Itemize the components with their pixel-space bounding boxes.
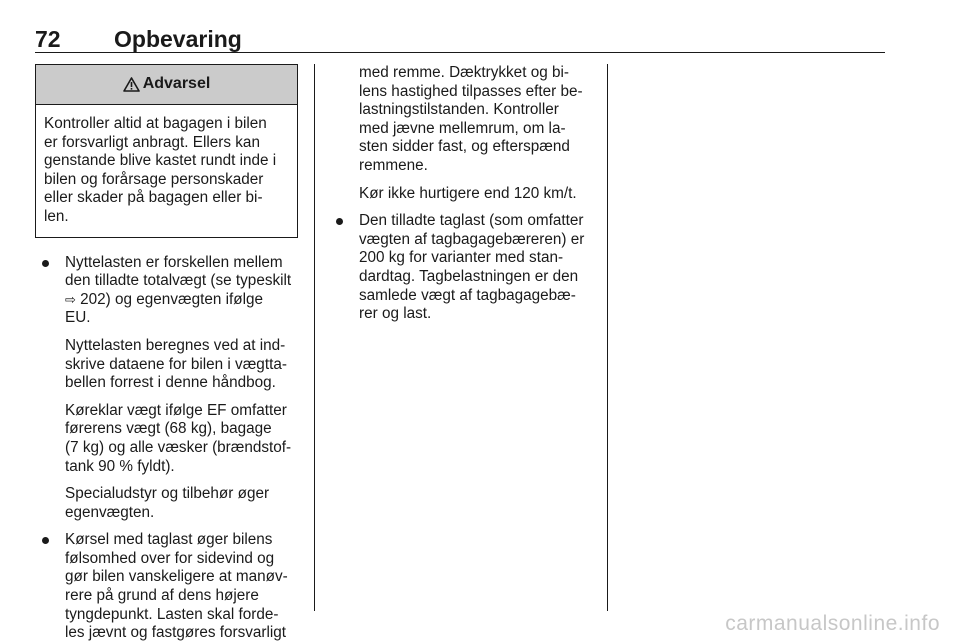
text-line: Nyttelasten er forskellen mellem [65,253,283,271]
text-line: tank 90 % fyldt). [65,457,175,475]
warning-text [36,105,297,237]
text-line: rere på grund af dens højere [65,587,259,605]
text-line: tyngdepunkt. Lasten skal forde- [65,605,279,623]
text-line: med remme. Dæktrykket og bi- [359,64,569,81]
text-line: Specialudstyr og tilbehør øger [65,485,270,503]
text-line: (7 kg) og alle væsker (brændstof- [65,438,292,456]
text-line: lens hastighed tilpasses efter be- [359,82,583,100]
column-divider [607,64,608,611]
text-line: den tilladte totalvægt (se typeskilt [65,272,292,290]
bullet-roof-limit [329,212,592,324]
text-line: bellen forrest i denne håndbog. [65,374,276,392]
text-line: dardtag. Tagbelastningen er den [359,267,579,285]
text-line: les jævnt og fastgøres forsvarligt [65,624,287,642]
paragraph [35,485,298,522]
text-line: førerens vægt (68 kg), bagage [65,420,272,438]
text-line: vægten af tagbagagebæreren) er [359,230,585,248]
warning-triangle-icon [123,77,140,92]
paragraph [35,402,298,476]
text-line: gør bilen vanskeligere at manøv- [65,568,288,586]
text-line: med jævne mellemrum, om la- [359,119,566,137]
warning-box [35,64,298,238]
text-line: eller skader på bagagen eller bi- [44,189,263,207]
text-line: følsomhed over for sidevind og [65,549,275,567]
page-header [35,26,885,53]
section-title: Opbevaring [114,26,242,52]
text-line: Nyttelasten beregnes ved at ind- [65,336,286,354]
column-divider [314,64,315,611]
column-left [35,64,298,643]
bullet-payload [35,254,298,328]
text-line: rer og last. [359,305,432,323]
text-line: genstande blive kastet rundt inde i [44,152,277,170]
page-number: 72 [35,26,61,52]
warning-title: Advarsel [142,75,211,93]
warning-header [36,65,297,105]
bullet-roof-load [35,531,298,643]
text-line: bilen og forårsage personskader [44,170,264,188]
text-line: lastningstilstanden. Kontroller [359,101,559,119]
paragraph [35,337,298,393]
page-reference-icon: ⇨ [65,291,76,307]
text-line: 200 kg for varianter med stan- [359,249,564,267]
text-line [65,291,298,310]
paragraph [329,185,592,204]
text-line: Kør ikke hurtigere end 120 km/t. [359,184,577,202]
text-line: EU. [65,309,91,327]
page-reference-text: 202) og egenvægten ifølge [75,290,263,308]
text-line: samlede vægt af tagbagagebæ- [359,286,576,304]
text-line: remmene. [359,156,428,174]
text-line: Den tilladte taglast (som omfatter [359,212,584,230]
text-line: sten sidder fast, og efterspænd [359,138,570,156]
column-middle [329,64,592,324]
text-line: Kontroller altid at bagagen i bilen [44,115,267,132]
paragraph [329,64,592,176]
text-line: Køreklar vægt ifølge EF omfatter [65,401,287,419]
text-line: egenvægten. [65,503,155,521]
text-line: er forsvarligt anbragt. Ellers kan [44,133,260,151]
text-line: skrive dataene for bilen i vægtta- [65,355,287,373]
text-line: len. [44,207,69,225]
watermark: carmanualsonline.info [725,612,940,635]
text-line: Kørsel med taglast øger bilens [65,531,273,549]
